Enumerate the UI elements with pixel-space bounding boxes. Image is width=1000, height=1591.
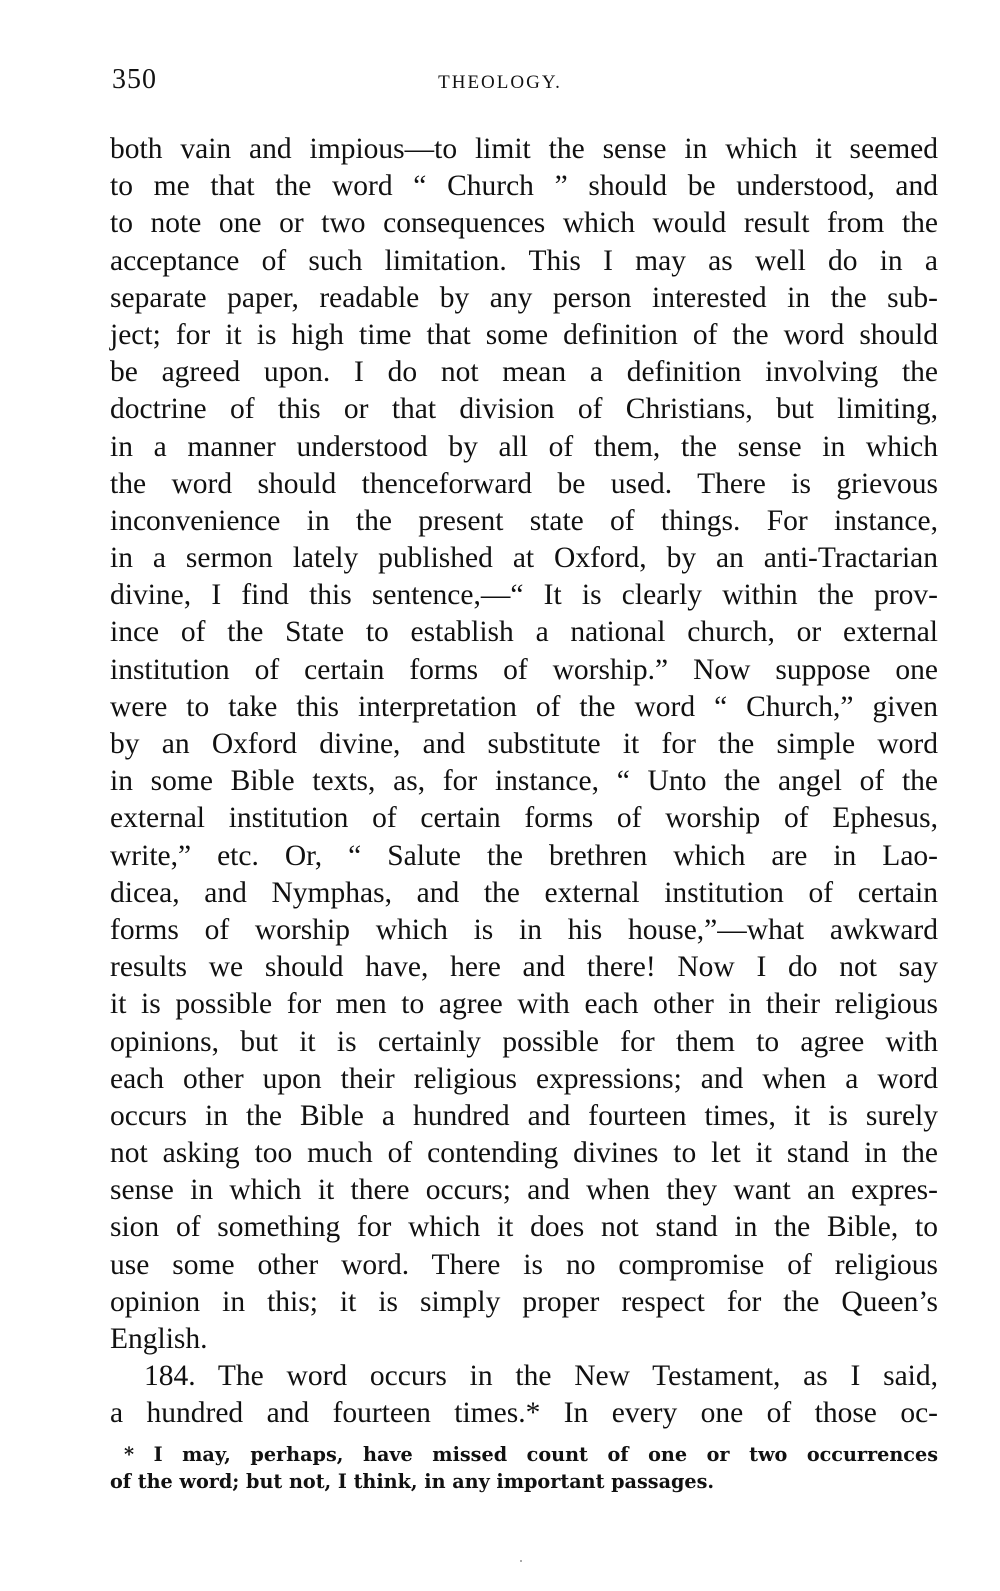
text-line: the word should thenceforward be used. There is grievous: [110, 467, 938, 500]
text-line: by an Oxford divine, and substitute it for the simple word: [110, 728, 938, 760]
text-line: English.: [110, 1323, 208, 1355]
text-line: a hundred and fourteen times.* In every one of those oc-: [110, 1397, 938, 1430]
paragraph-184-start: 184. The word occurs in the New Testament, as I said,: [144, 1360, 938, 1393]
text-line: external institution of certain forms of worship of Ephesus,: [110, 802, 938, 835]
text-line: acceptance of such limitation. This I may as well do in a: [110, 244, 938, 277]
text-line: inconvenience in the present state of things. For instance,: [110, 504, 938, 537]
text-line: ince of the State to establish a national church, or external: [110, 616, 938, 649]
text-line: not asking too much of contending divines to let it stand in the: [110, 1137, 938, 1170]
running-head: THEOLOGY.: [438, 72, 562, 93]
text-line: in a manner understood by all of them, the sense in which: [110, 430, 938, 463]
page-speck: [520, 1560, 522, 1562]
text-line: separate paper, readable by any person interested in the sub-: [110, 281, 938, 314]
text-line: were to take this interpretation of the word “ Church,” given: [110, 690, 938, 723]
text-line: occurs in the Bible a hundred and fourteen times, it is surely: [110, 1099, 938, 1132]
body-text: [110, 131, 938, 1433]
text-line: ject; for it is high time that some definition of the word should: [110, 318, 938, 351]
footnote: [110, 1441, 938, 1495]
text-line: dicea, and Nymphas, and the external institution of certain: [110, 876, 938, 909]
text-line: in some Bible texts, as, for instance, “ Unto the angel of the: [110, 765, 938, 798]
text-line: opinion in this; it is simply proper respect for the Queen’s: [110, 1285, 938, 1318]
text-line: in a sermon lately published at Oxford, by an anti-Tractarian: [110, 542, 938, 575]
text-line: divine, I find this sentence,—“ It is clearly within the prov-: [110, 579, 938, 612]
text-line: results we should have, here and there! Now I do not say: [110, 951, 938, 984]
page-number: 350: [112, 64, 157, 95]
text-line: opinions, but it is certainly possible for them to agree with: [110, 1025, 938, 1058]
text-line: use some other word. There is no compromise of religious: [110, 1248, 938, 1281]
text-line: be agreed upon. I do not mean a definition involving the: [110, 356, 938, 389]
text-line: write,” etc. Or, “ Salute the brethren which are in Lao-: [110, 839, 938, 872]
text-line: to note one or two consequences which would result from the: [110, 207, 938, 240]
text-line: it is possible for men to agree with each other in their religious: [110, 988, 938, 1021]
text-line: to me that the word “ Church ” should be understood, and: [110, 170, 938, 203]
text-line: sion of something for which it does not stand in the Bible, to: [110, 1211, 938, 1244]
text-line: sense in which it there occurs; and when they want an expres-: [110, 1174, 938, 1207]
footnote-line: * I may, perhaps, have missed count of one or two occurrences: [124, 1443, 938, 1466]
text-line: doctrine of this or that division of Christians, but limiting,: [110, 393, 938, 426]
text-line: forms of worship which is in his house,”—what awkward: [110, 913, 938, 946]
text-line: both vain and impious—to limit the sense in which it seemed: [110, 133, 938, 165]
footnote-line: of the word; but not, I think, in any important passages.: [110, 1470, 715, 1493]
text-line: institution of certain forms of worship.” Now suppose one: [110, 653, 938, 686]
text-line: each other upon their religious expressions; and when a word: [110, 1062, 938, 1095]
